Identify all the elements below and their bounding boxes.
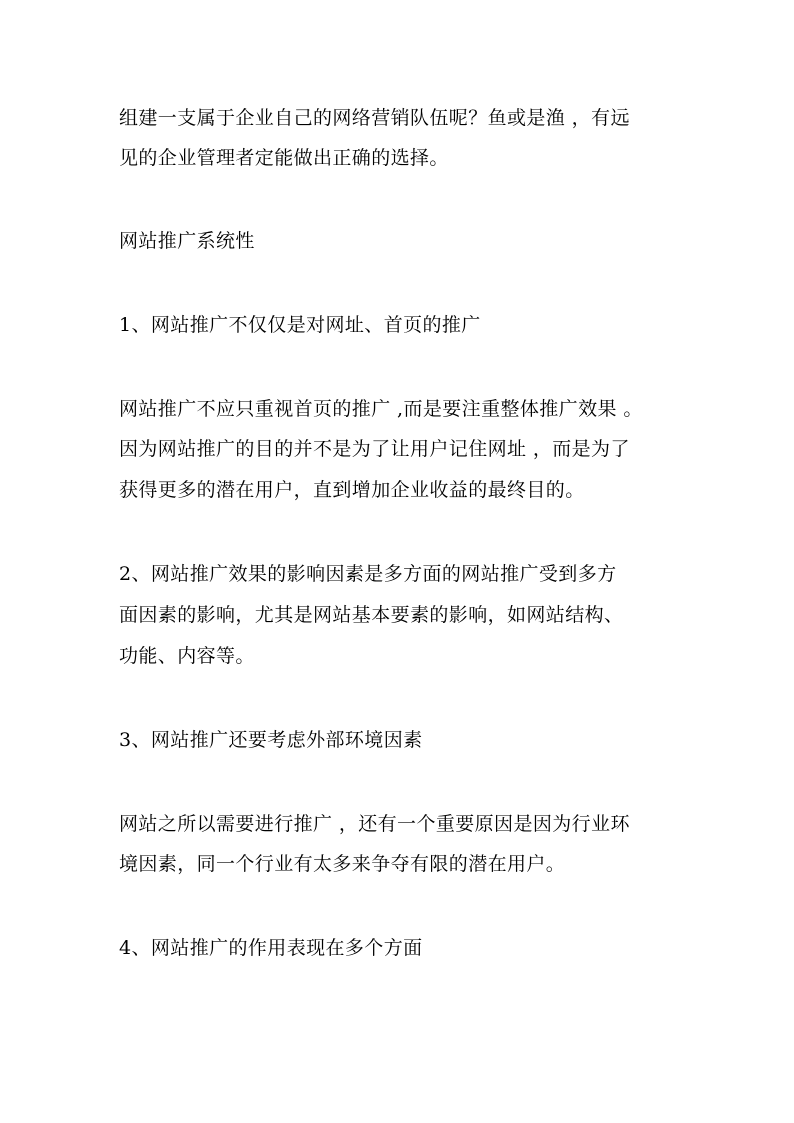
paragraph-1-line-1: 组建一支属于企业自己的网络营销队伍呢？鱼或是渔 ，有远 bbox=[119, 107, 630, 129]
item-1-line-1: 网站推广不应只重视首页的推广 ,而是要注重整体推广效果 。 bbox=[119, 398, 643, 420]
item-3-line-1: 网站之所以需要进行推广 ，还有一个重要原因是因为行业环 bbox=[119, 813, 630, 835]
item-3-line-2: 境因素，同一个行业有太多来争夺有限的潜在用户。 bbox=[119, 853, 566, 875]
item-1-heading: 1、网站推广不仅仅是对网址、首页的推广 bbox=[119, 314, 481, 336]
item-1-line-2: 因为网站推广的目的并不是为了让用户记住网址 ，而是为了 bbox=[119, 438, 630, 460]
item-1-line-3: 获得更多的潜在用户，直到增加企业收益的最终目的。 bbox=[119, 479, 585, 501]
section-heading: 网站推广系统性 bbox=[119, 230, 255, 252]
item-2-line-1: 2、网站推广效果的影响因素是多方面的网站推广受到多方 bbox=[119, 563, 617, 585]
item-2-line-3: 功能、内容等。 bbox=[119, 645, 255, 667]
paragraph-1-line-2: 见的企业管理者定能做出正确的选择。 bbox=[119, 147, 449, 169]
item-2-line-2: 面因素的影响，尤其是网站基本要素的影响，如网站结构、 bbox=[119, 604, 624, 626]
item-3-heading: 3、网站推广还要考虑外部环境因素 bbox=[119, 729, 423, 751]
item-4-heading: 4、网站推广的作用表现在多个方面 bbox=[119, 937, 423, 959]
